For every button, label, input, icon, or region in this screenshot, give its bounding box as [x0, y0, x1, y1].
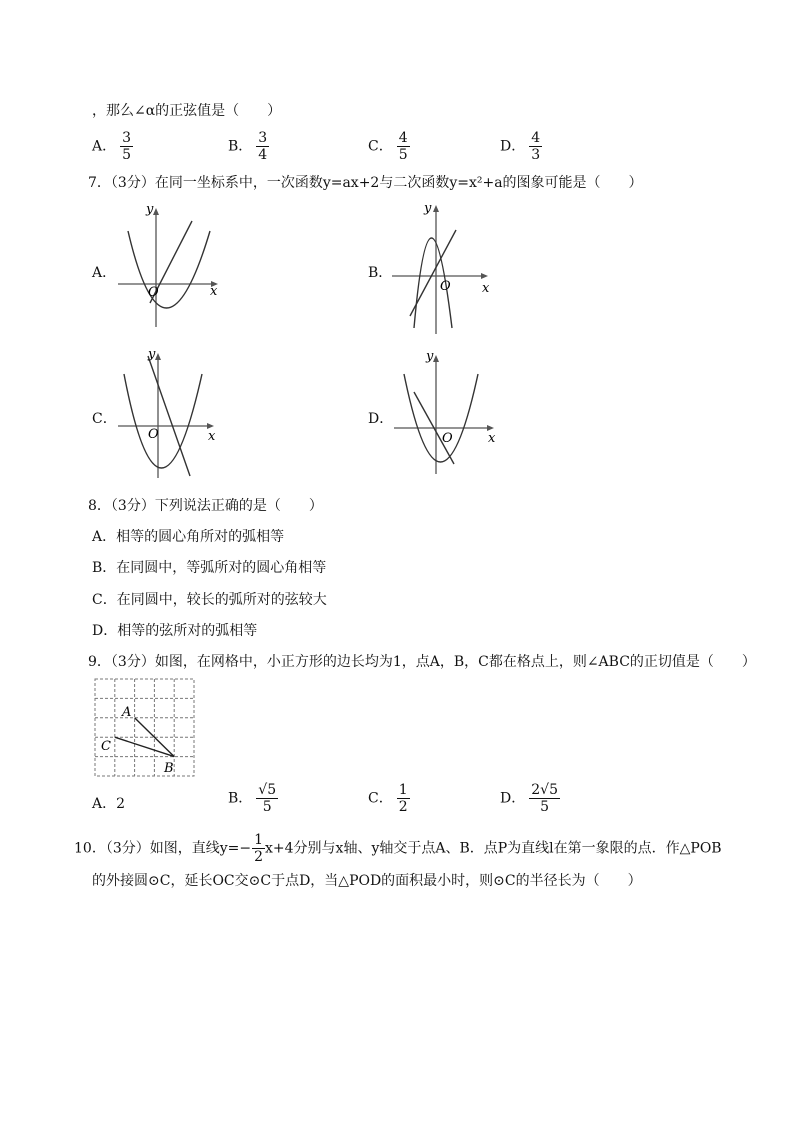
q7-graph-a[interactable]	[114, 203, 222, 331]
denominator: 4	[258, 147, 268, 163]
option-value: 2	[116, 796, 126, 812]
fraction	[529, 782, 560, 815]
origin-label: O	[148, 427, 159, 442]
numerator: √5	[258, 782, 277, 798]
option-label: C．	[368, 790, 393, 807]
option-label: A．	[92, 138, 117, 155]
origin-label: O	[442, 431, 453, 446]
straight-line	[148, 356, 190, 476]
numerator: 4	[398, 130, 408, 146]
numerator: 4	[531, 130, 541, 146]
point-c-label: C	[101, 739, 111, 754]
q9-grid-figure	[94, 678, 196, 780]
q8-text: 8．（3分）下列说法正确的是（ ）	[88, 498, 323, 514]
parabola	[404, 374, 478, 462]
q8-option-b[interactable]: B．在同圆中，等弧所对的圆心角相等	[92, 560, 327, 576]
x-arrow	[481, 273, 488, 279]
option-label: A．	[92, 796, 117, 812]
denominator: 2	[398, 799, 408, 815]
denominator: 5	[122, 147, 132, 163]
denominator: 3	[531, 147, 541, 163]
q8-option-c[interactable]: C．在同圆中，较长的弧所对的弦较大	[92, 592, 327, 608]
x-label: x	[208, 429, 216, 444]
q10-fraction	[252, 832, 265, 865]
fraction	[397, 130, 410, 163]
x-label: x	[488, 431, 496, 446]
q6-option-c[interactable]	[368, 130, 410, 163]
q9-text: 9．（3分）如图，在网格中，小正方形的边长均为1，点A，B，C都在格点上，则∠ABC的正切值是（ ）	[88, 654, 756, 670]
fraction	[256, 782, 278, 815]
numerator: 1	[398, 782, 408, 798]
numerator: 1	[254, 832, 264, 848]
q10-post: x+4分别与x轴、y轴交于点A、B．点P为直线l在第一象限的点．作△POB	[265, 840, 722, 857]
numerator: 3	[122, 130, 132, 146]
denominator: 5	[262, 799, 272, 815]
q9-option-c[interactable]	[368, 782, 410, 815]
parabola	[124, 374, 202, 468]
q6-option-a[interactable]	[92, 130, 133, 163]
option-label: B．	[228, 138, 253, 155]
origin-label: O	[148, 285, 159, 300]
q10-text-line2: 的外接圆⊙C，延长OC交⊙C于点D，当△POD的面积最小时，则⊙C的半径长为（ ）	[92, 873, 642, 889]
y-arrow	[153, 208, 159, 215]
y-arrow	[433, 205, 439, 212]
q10-pre: 10．（3分）如图，直线y=−	[74, 840, 252, 857]
y-arrow	[433, 355, 439, 362]
q7-option-b-label[interactable]: B．	[368, 265, 393, 281]
numerator: 2√5	[531, 782, 558, 798]
q8-option-d[interactable]: D．相等的弦所对的弧相等	[92, 623, 258, 639]
option-label: B．	[228, 790, 253, 807]
option-label: C．	[368, 138, 393, 155]
numerator: 3	[258, 130, 268, 146]
q7-graph-c[interactable]	[114, 344, 222, 482]
fraction	[529, 130, 542, 163]
q9-option-d[interactable]	[500, 782, 560, 815]
denominator: 2	[254, 849, 264, 865]
option-label: D．	[500, 790, 526, 807]
y-label: y	[426, 349, 434, 364]
q7-option-d-label[interactable]: D．	[368, 411, 394, 427]
q6-option-d[interactable]	[500, 130, 542, 163]
q10-text-line1	[74, 832, 722, 865]
x-label: x	[210, 284, 218, 299]
denominator: 5	[540, 799, 550, 815]
y-label: y	[146, 203, 154, 217]
q8-option-a[interactable]: A．相等的圆心角所对的弧相等	[92, 529, 285, 545]
origin-label: O	[440, 279, 451, 294]
fraction	[120, 130, 133, 163]
q6-option-b[interactable]	[228, 130, 269, 163]
point-b-label: B	[164, 761, 174, 776]
q7-option-a-label[interactable]: A．	[92, 265, 117, 281]
y-arrow	[155, 353, 161, 360]
q9-option-a[interactable]	[92, 793, 125, 813]
q7-option-c-label[interactable]: C．	[92, 411, 117, 427]
point-a-label: A	[122, 705, 132, 720]
parabola	[128, 231, 210, 308]
q7-graph-d[interactable]	[390, 346, 502, 478]
option-label: D．	[500, 138, 526, 155]
y-label: y	[148, 347, 156, 362]
fraction	[256, 130, 269, 163]
q7-text: 7．（3分）在同一坐标系中，一次函数y=ax+2与二次函数y=x²+a的图象可能是（ ）	[88, 175, 643, 191]
q9-option-b[interactable]	[228, 782, 278, 815]
denominator: 5	[398, 147, 408, 163]
q6-text: ，那么∠α的正弦值是（ ）	[92, 103, 282, 119]
fraction	[397, 782, 410, 815]
x-label: x	[482, 281, 490, 296]
y-label: y	[424, 201, 432, 216]
q7-graph-b[interactable]	[388, 198, 496, 338]
